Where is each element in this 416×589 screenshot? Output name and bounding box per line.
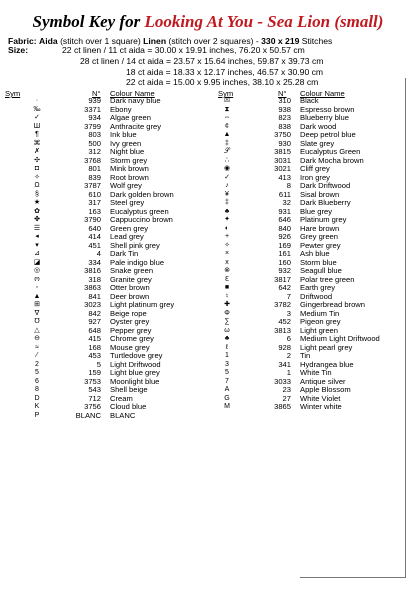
colour-name: Storm blue <box>300 257 337 267</box>
colour-name: Green grey <box>110 223 148 233</box>
floss-number: 839 <box>88 172 101 182</box>
colour-name: Deep petrol blue <box>300 130 356 139</box>
symbol-glyph: ⌘ <box>33 139 41 147</box>
colour-name: Blue grey <box>300 206 333 216</box>
floss-number: 931 <box>278 206 291 216</box>
symbol-glyph: △ <box>34 326 40 334</box>
symbol-glyph: K <box>34 403 40 410</box>
colour-name: Eucalyptus green <box>110 206 169 216</box>
symbol-glyph: ω <box>224 326 230 334</box>
colour-name: Espresso brown <box>300 104 355 114</box>
colour-name: Snake green <box>110 266 154 275</box>
symbol-glyph: Φ <box>224 309 230 317</box>
floss-number: 3790 <box>84 215 101 224</box>
color-row <box>28 412 208 421</box>
symbol-glyph: + <box>224 233 230 240</box>
right-name-header: Colour Name <box>300 89 345 98</box>
colour-name: Algae green <box>110 113 151 122</box>
floss-number: 823 <box>278 113 291 122</box>
symbol-glyph: ∇ <box>34 309 40 317</box>
floss-number: 3817 <box>274 274 291 284</box>
symbol-glyph: ⧗ <box>224 105 230 113</box>
colour-name: Cream <box>110 393 133 403</box>
symbol-glyph: P <box>34 411 40 419</box>
colour-name: Chrome grey <box>110 334 154 343</box>
stitch-label: Stitches <box>301 36 333 46</box>
floss-number: 32 <box>282 198 291 207</box>
floss-number: 27 <box>282 393 291 403</box>
colour-name: Wolf grey <box>110 181 142 190</box>
floss-number: 161 <box>278 249 291 258</box>
symbol-glyph: ¢ <box>225 122 229 130</box>
colour-name: Seagull blue <box>300 266 342 275</box>
symbol-glyph: ℓ <box>225 343 229 351</box>
symbol-glyph: 6 <box>35 377 39 385</box>
symbol-glyph: ☰ <box>33 224 41 232</box>
colour-name: Medium Tin <box>300 308 340 318</box>
floss-number: 23 <box>282 385 291 394</box>
floss-number: 312 <box>88 147 101 156</box>
colour-name: Beige rope <box>110 308 147 318</box>
colour-name: Grey green <box>300 232 338 241</box>
symbol-glyph: ◘ <box>34 165 40 172</box>
symbol-glyph: ‡ <box>225 199 229 206</box>
symbol-glyph: ▲ <box>223 131 231 138</box>
color-row <box>218 403 403 412</box>
symbol-glyph: 7 <box>225 377 229 385</box>
pattern-name: Looking At You - Sea Lion (small) <box>144 12 384 31</box>
right-color-list <box>218 97 403 412</box>
symbol-glyph: A <box>224 386 230 393</box>
colour-name: Eucalyptus Green <box>300 147 361 156</box>
floss-number: 543 <box>88 385 101 394</box>
colour-name: Lead grey <box>110 232 144 241</box>
floss-number: 453 <box>88 351 101 360</box>
floss-number: 3863 <box>84 283 101 292</box>
colour-name: Shell pink grey <box>110 240 160 250</box>
size-line-3: 18 ct aida = 18.33 x 12.17 inches, 46.57 x 30.90 cm <box>126 67 324 77</box>
symbol-glyph: ⊖ <box>34 335 40 342</box>
symbol-glyph: 𝒮 <box>224 148 230 155</box>
floss-number: 7 <box>286 291 291 301</box>
colour-name: Root brown <box>110 172 149 182</box>
symbol-glyph: ◎ <box>33 267 41 274</box>
floss-number: 5 <box>96 359 101 369</box>
size-line-1: 22 ct linen / 11 ct aida = 30.00 x 19.91 inches, 76.20 x 50.57 cm <box>62 45 305 55</box>
floss-number: 801 <box>88 164 101 173</box>
colour-name: Apple Blossom <box>300 385 351 394</box>
floss-number: 939 <box>88 96 101 105</box>
symbol-glyph: ♣ <box>224 207 230 215</box>
page-title <box>0 12 416 32</box>
floss-number: 2 <box>286 351 291 360</box>
symbol-glyph: ◐ <box>224 224 230 232</box>
floss-number: 163 <box>88 206 101 216</box>
colour-name: Steel grey <box>110 198 145 207</box>
floss-number: 3813 <box>274 325 291 335</box>
fabric-linen: Linen <box>143 36 167 46</box>
colour-name: Otter brown <box>110 283 150 292</box>
floss-number: 840 <box>278 223 291 233</box>
size-label: Size: <box>8 45 29 55</box>
floss-number: 8 <box>286 181 291 190</box>
symbol-glyph: ★ <box>33 199 41 206</box>
symbol-glyph: ¥ <box>225 190 229 198</box>
floss-number: 159 <box>88 368 101 377</box>
floss-number: 1 <box>286 368 291 377</box>
floss-number: 926 <box>278 232 291 241</box>
colour-name: Deer brown <box>110 291 150 301</box>
floss-number: 334 <box>88 257 101 267</box>
floss-number: 3787 <box>84 181 101 190</box>
colour-name: Pepper grey <box>110 325 152 335</box>
symbol-glyph: ♮ <box>225 292 229 300</box>
floss-number: 3750 <box>274 130 291 139</box>
floss-number: 169 <box>278 240 291 250</box>
symbol-glyph: x <box>225 258 229 266</box>
symbol-glyph: M <box>224 403 230 410</box>
floss-number: 500 <box>88 138 101 148</box>
symbol-glyph: ⁄ <box>36 352 38 359</box>
colour-name: Pewter grey <box>300 240 341 250</box>
colour-name: Medium Light Driftwood <box>300 334 380 343</box>
symbol-glyph: ✓ <box>34 114 40 121</box>
symbol-glyph: × <box>224 250 230 257</box>
symbol-glyph: 2 <box>35 360 39 368</box>
floss-number: 3033 <box>274 376 291 386</box>
floss-number: 712 <box>88 393 101 403</box>
symbol-glyph: ⊞ <box>34 301 40 308</box>
symbol-glyph: ♣ <box>224 335 230 342</box>
floss-number: 160 <box>278 257 291 267</box>
floss-number: 452 <box>278 317 291 326</box>
colour-name: Black <box>300 96 319 105</box>
symbol-glyph: ▾ <box>35 241 39 249</box>
colour-name: Moonlight blue <box>110 376 160 386</box>
colour-name: Light green <box>300 325 338 335</box>
left-name-header: Colour Name <box>110 89 155 98</box>
fabric-aida-note: (stitch over 1 square) <box>60 36 141 46</box>
symbol-glyph: ✗ <box>34 148 40 155</box>
symbol-glyph: ∑ <box>224 318 230 325</box>
colour-name: Winter white <box>300 402 342 411</box>
floss-number: BLANC <box>75 410 101 420</box>
fabric-aida: Aida <box>39 36 58 46</box>
symbol-glyph: ■ <box>224 284 230 291</box>
left-num-header: N° <box>92 89 101 98</box>
floss-number: 318 <box>88 274 101 284</box>
symbol-glyph: 8 <box>35 386 39 393</box>
floss-number: 3799 <box>84 121 101 131</box>
colour-name: Driftwood <box>300 291 333 301</box>
stitch-count: 330 x 219 <box>261 36 300 46</box>
frame-bottom-border <box>300 577 406 578</box>
colour-name: Earth grey <box>300 283 336 292</box>
symbol-glyph: ✤ <box>34 216 40 223</box>
symbol-glyph: ✧ <box>224 241 230 249</box>
colour-name: Antique silver <box>300 376 346 386</box>
floss-number: 3023 <box>84 300 101 309</box>
symbol-glyph: 5 <box>35 369 39 376</box>
symbol-glyph: ∴ <box>224 156 230 164</box>
symbol-glyph: · <box>35 97 39 104</box>
colour-name: Granite grey <box>110 274 152 284</box>
symbol-glyph: ✓ <box>224 173 230 181</box>
colour-name: Dark navy blue <box>110 96 161 105</box>
symbol-glyph: Ш <box>33 122 41 130</box>
symbol-glyph: § <box>35 190 39 198</box>
floss-number: 610 <box>88 189 101 199</box>
floss-number: 3816 <box>84 266 101 275</box>
fabric-linen-note: (stitch over 2 squares) - <box>168 36 259 46</box>
colour-name: Light pearl grey <box>300 342 353 352</box>
symbol-glyph: 5 <box>225 369 229 376</box>
floss-number: 3 <box>286 308 291 318</box>
colour-name: Oyster grey <box>110 317 150 326</box>
floss-number: 310 <box>278 96 291 105</box>
right-sym-header: Sym <box>218 89 234 98</box>
colour-name: Dark wood <box>300 121 337 131</box>
colour-name: Cliff grey <box>300 164 330 173</box>
floss-number: 317 <box>88 198 101 207</box>
colour-name: Ink blue <box>110 130 137 139</box>
colour-name: Dark Driftwood <box>300 181 351 190</box>
colour-name: Cappuccino brown <box>110 215 173 224</box>
floss-number: 414 <box>88 232 101 241</box>
floss-number: 415 <box>88 334 101 343</box>
floss-number: 3753 <box>84 376 101 386</box>
floss-number: 930 <box>278 138 291 148</box>
symbol-glyph: ⊿ <box>34 250 40 257</box>
symbol-glyph: ✣ <box>34 156 40 164</box>
floss-number: 413 <box>278 172 291 182</box>
colour-name: Blueberry blue <box>300 113 349 122</box>
colour-name: Mink brown <box>110 164 149 173</box>
floss-number: 646 <box>278 215 291 224</box>
colour-name: Light Driftwood <box>110 359 161 369</box>
left-color-list <box>28 97 208 420</box>
colour-name: Pigeon grey <box>300 317 341 326</box>
colour-name: Sisal brown <box>300 189 340 199</box>
fabric-label: Fabric: <box>8 36 37 46</box>
colour-name: Hare brown <box>300 223 340 233</box>
colour-name: Light blue grey <box>110 368 160 377</box>
floss-number: 803 <box>88 130 101 139</box>
symbol-glyph: ✧ <box>34 173 40 181</box>
symbol-glyph: ⇔ <box>223 114 231 121</box>
size-line-2: 28 ct linen / 14 ct aida = 23.57 x 15.64 inches, 59.87 x 39.73 cm <box>80 56 324 66</box>
symbol-glyph: ◉ <box>223 165 231 172</box>
symbol-glyph: ◂ <box>35 233 39 240</box>
colour-name: Anthracite grey <box>110 121 162 131</box>
floss-number: 642 <box>278 283 291 292</box>
floss-number: 3756 <box>84 402 101 411</box>
symbol-glyph: ☒ <box>223 97 231 104</box>
floss-number: 6 <box>286 334 291 343</box>
colour-name: Gingerbread brown <box>300 300 366 309</box>
floss-number: 938 <box>278 104 291 114</box>
colour-name: Ebony <box>110 104 132 114</box>
floss-number: 841 <box>88 291 101 301</box>
floss-number: 842 <box>88 308 101 318</box>
floss-number: 934 <box>88 113 101 122</box>
floss-number: 3768 <box>84 155 101 165</box>
colour-name: Dark Blueberry <box>300 198 351 207</box>
symbol-glyph: ¶ <box>35 131 39 138</box>
colour-name: Mouse grey <box>110 342 150 352</box>
colour-name: Shell beige <box>110 385 148 394</box>
symbol-glyph: ♪ <box>225 182 229 189</box>
floss-number: 3865 <box>274 402 291 411</box>
symbol-glyph: Ω <box>34 182 40 189</box>
floss-number: 341 <box>278 359 291 369</box>
floss-number: 3782 <box>274 300 291 309</box>
colour-name: White Violet <box>300 393 341 403</box>
symbol-glyph: D <box>34 394 40 402</box>
floss-number: 4 <box>96 249 101 258</box>
symbol-glyph: ℇ <box>224 275 230 283</box>
colour-name: Tin <box>300 351 311 360</box>
symbol-glyph: ▲ <box>33 292 41 300</box>
floss-number: 932 <box>278 266 291 275</box>
floss-number: 640 <box>88 223 101 233</box>
symbol-glyph: ✿ <box>34 207 40 215</box>
colour-name: Iron grey <box>300 172 330 182</box>
symbol-glyph: ◪ <box>33 258 41 266</box>
colour-name: Dark golden brown <box>110 189 174 199</box>
color-row <box>218 344 403 353</box>
floss-number: 168 <box>88 342 101 352</box>
colour-name: Light platinum grey <box>110 300 175 309</box>
symbol-glyph: ო <box>34 275 40 283</box>
title-prefix: Symbol Key for <box>32 12 141 31</box>
floss-number: 451 <box>88 240 101 250</box>
floss-number: 838 <box>278 121 291 131</box>
colour-name: Ivy green <box>110 138 142 148</box>
colour-name: Night blue <box>110 147 145 156</box>
right-num-header: N° <box>278 89 287 98</box>
colour-name: BLANC <box>110 410 136 420</box>
floss-number: 3371 <box>84 104 101 114</box>
floss-number: 927 <box>88 317 101 326</box>
size-line-4: 22 ct aida = 15.00 x 9.95 inches, 38.10 x 25.28 cm <box>126 77 319 87</box>
symbol-glyph: 3 <box>225 360 229 368</box>
floss-number: 3815 <box>274 147 291 156</box>
symbol-glyph: ‰ <box>33 105 41 113</box>
colour-name: Slate grey <box>300 138 335 148</box>
colour-name: Cloud blue <box>110 402 147 411</box>
floss-number: 648 <box>88 325 101 335</box>
symbol-glyph: 1 <box>225 352 229 359</box>
colour-name: Ash blue <box>300 249 330 258</box>
colour-name: Polar tree green <box>300 274 355 284</box>
floss-number: 3031 <box>274 155 291 165</box>
symbol-glyph: G <box>224 394 230 402</box>
symbol-glyph: ◦ <box>35 284 39 291</box>
colour-name: Dark Tin <box>110 249 139 258</box>
colour-name: Turtledove grey <box>110 351 163 360</box>
colour-name: Hydrangea blue <box>300 359 354 369</box>
symbol-glyph: ≈ <box>35 343 39 351</box>
colour-name: Storm grey <box>110 155 148 165</box>
colour-name: White Tin <box>300 368 332 377</box>
symbol-glyph: ✚ <box>224 301 230 308</box>
colour-name: Platinum grey <box>300 215 347 224</box>
floss-number: 928 <box>278 342 291 352</box>
symbol-glyph: ⊗ <box>224 267 230 274</box>
symbol-glyph: ‡ <box>225 139 229 147</box>
symbol-glyph: ℧ <box>34 318 40 325</box>
floss-number: 3021 <box>274 164 291 173</box>
colour-name: Pale indigo blue <box>110 257 165 267</box>
left-sym-header: Sym <box>5 89 21 98</box>
colour-name: Dark Mocha brown <box>300 155 364 165</box>
frame-right-border <box>405 78 406 578</box>
floss-number: 611 <box>278 189 291 199</box>
symbol-glyph: ✦ <box>224 216 230 223</box>
